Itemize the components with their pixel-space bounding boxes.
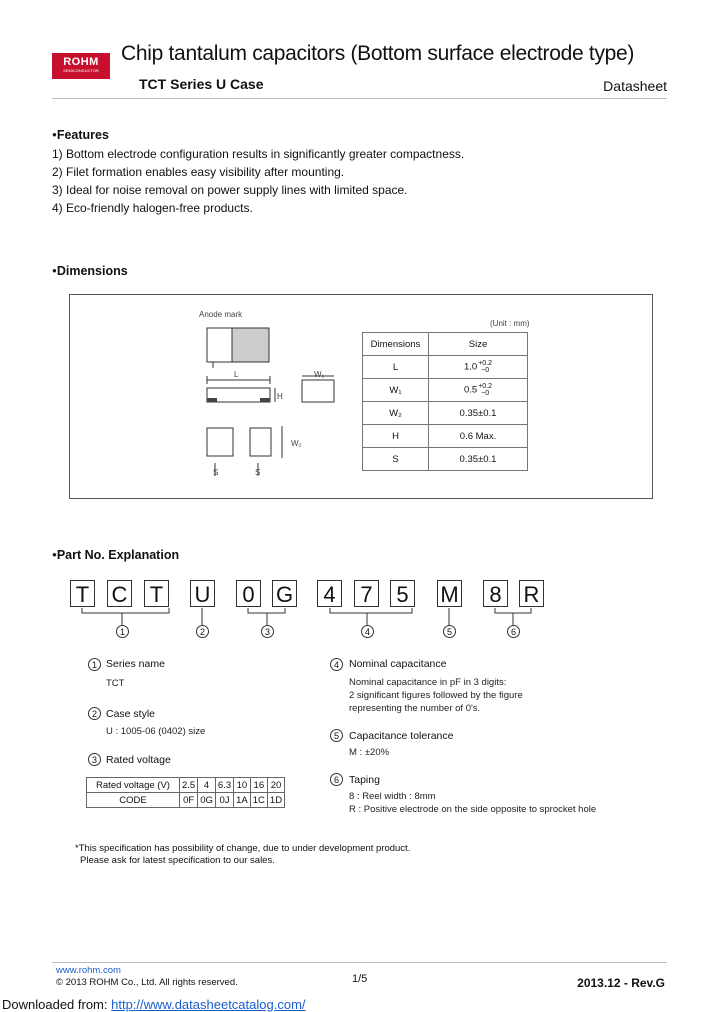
table-header-row: [363, 333, 528, 356]
cell: 0G: [198, 793, 216, 808]
row-head: CODE: [87, 793, 180, 808]
case-style-value: U : 1005-06 (0402) size: [106, 726, 206, 737]
cell-size: 0.35±0.1: [429, 402, 528, 425]
callout-circle: 3: [261, 625, 274, 638]
anode-mark-label: Anode mark: [199, 310, 243, 319]
taping-text: R : Positive electrode on the side opposite to sprocket hole: [349, 804, 597, 815]
series-name-label: Series name: [106, 658, 165, 670]
cell-size: 1.0+0.2 −0: [429, 356, 528, 379]
footer-url[interactable]: www.rohm.com: [56, 965, 121, 976]
download-link[interactable]: http://www.datasheetcatalog.com/: [111, 997, 306, 1012]
table-row: [363, 402, 528, 425]
cap-tolerance-label: Capacitance tolerance: [349, 730, 454, 742]
table-row: [363, 448, 528, 471]
part-char-box: M: [437, 580, 462, 607]
download-line: [2, 997, 306, 1012]
header-divider: [52, 98, 667, 99]
terminal: [207, 398, 217, 402]
taping-text: 8 : Reel width : 8mm: [349, 791, 436, 802]
bottom-pad: [250, 428, 271, 456]
unit-label: (Unit : mm): [490, 319, 530, 328]
anode-mark: [232, 328, 269, 362]
callout-circle: 6: [330, 773, 343, 786]
dimension-table: [362, 332, 528, 471]
label-l: L: [234, 370, 239, 379]
download-label: Downloaded from:: [2, 997, 108, 1012]
callout-circle: 1: [116, 625, 129, 638]
nominal-capacitance-text: Nominal capacitance in pF in 3 digits:: [349, 677, 507, 688]
cell-dim: L: [363, 356, 429, 379]
nominal-capacitance-text: representing the number of 0's.: [349, 703, 481, 714]
page-number: 1/5: [352, 973, 368, 985]
rated-voltage-label: Rated voltage: [106, 754, 171, 766]
callout-circle: 5: [443, 625, 456, 638]
cell-size: 0.35±0.1: [429, 448, 528, 471]
cell-dim: W₁: [363, 379, 429, 402]
cell: 1C: [250, 793, 267, 808]
feature-item: 3) Ideal for noise removal on power supply lines with limited space.: [52, 183, 408, 197]
feature-item: 1) Bottom electrode configuration results in significantly greater compactness.: [52, 147, 465, 161]
label-s: S: [255, 468, 261, 477]
table-row: [363, 425, 528, 448]
bottom-pad: [207, 428, 233, 456]
part-char-box: T: [70, 580, 95, 607]
label-h: H: [277, 392, 283, 401]
callout-circle: 1: [88, 658, 101, 671]
callout-circle: 4: [361, 625, 374, 638]
col-dimensions: Dimensions: [363, 333, 429, 356]
rated-voltage-table: [86, 777, 285, 808]
callout-circle: 3: [88, 753, 101, 766]
nominal-capacitance-text: 2 significant figures followed by the figure: [349, 690, 523, 701]
part-char-box: 5: [390, 580, 415, 607]
feature-item: 2) Filet formation enables easy visibility after mounting.: [52, 165, 345, 179]
footer-copyright: © 2013 ROHM Co., Ltd. All rights reserved.: [56, 977, 238, 988]
cell: 1A: [234, 793, 251, 808]
callout-circle: 4: [330, 658, 343, 671]
cell-dim: W₂: [363, 402, 429, 425]
nominal-capacitance-label: Nominal capacitance: [349, 658, 447, 670]
part-char-box: G: [272, 580, 297, 607]
end-view: [302, 380, 334, 402]
series-subtitle: TCT Series U Case: [139, 76, 264, 92]
rohm-logo: ROHM SEMICONDUCTOR: [52, 53, 110, 79]
cell: 16: [250, 778, 267, 793]
page-title: Chip tantalum capacitors (Bottom surface electrode type): [121, 42, 635, 65]
grouping-brackets: [60, 607, 560, 627]
note-text: *This specification has possibility of change, due to under development product.: [75, 843, 411, 854]
cell-dim: S: [363, 448, 429, 471]
terminal: [260, 398, 270, 402]
cell-size: 0.6 Max.: [429, 425, 528, 448]
footer-divider: [52, 962, 667, 963]
col-size: Size: [429, 333, 528, 356]
dimensions-box: [69, 294, 653, 499]
table-row: [363, 356, 528, 379]
part-char-box: 0: [236, 580, 261, 607]
series-name-value: TCT: [106, 678, 125, 689]
part-char-box: U: [190, 580, 215, 607]
part-char-box: R: [519, 580, 544, 607]
bracket: [330, 608, 412, 613]
label-w1: W₁: [314, 370, 325, 379]
callout-circle: 6: [507, 625, 520, 638]
cell-dim: H: [363, 425, 429, 448]
table-row: [87, 778, 285, 793]
dimensions-heading: ● Dimensions: [52, 264, 128, 278]
table-row: [87, 793, 285, 808]
cell: 4: [198, 778, 216, 793]
cell: 0J: [215, 793, 233, 808]
features-heading: ● Features: [52, 128, 109, 142]
cell-size: 0.5+0.2 −0: [429, 379, 528, 402]
revision: 2013.12 - Rev.G: [577, 976, 665, 990]
cell: 0F: [180, 793, 198, 808]
bracket: [495, 608, 531, 613]
callout-circle: 5: [330, 729, 343, 742]
part-char-box: 8: [483, 580, 508, 607]
part-no-heading: ● Part No. Explanation: [52, 548, 179, 562]
bracket: [82, 608, 169, 613]
part-char-box: T: [144, 580, 169, 607]
doc-type: Datasheet: [603, 78, 667, 94]
bracket: [248, 608, 285, 613]
part-char-box: 7: [354, 580, 379, 607]
label-w2: W₂: [291, 439, 302, 448]
cap-tolerance-value: M : ±20%: [349, 747, 390, 758]
row-head: Rated voltage (V): [87, 778, 180, 793]
callout-circle: 2: [196, 625, 209, 638]
part-char-box: C: [107, 580, 132, 607]
part-char-box: 4: [317, 580, 342, 607]
feature-item: 4) Eco-friendly halogen-free products.: [52, 201, 253, 215]
taping-label: Taping: [349, 774, 380, 786]
cell: 20: [267, 778, 284, 793]
cell: 2.5: [180, 778, 198, 793]
case-style-label: Case style: [106, 708, 156, 720]
callout-circle: 2: [88, 707, 101, 720]
dimension-drawing: [190, 318, 350, 486]
label-s: S: [213, 468, 219, 477]
cell: 6.3: [215, 778, 233, 793]
table-row: [363, 379, 528, 402]
cell: 10: [234, 778, 251, 793]
cell: 1D: [267, 793, 284, 808]
note-text: Please ask for latest specification to our sales.: [80, 855, 275, 866]
